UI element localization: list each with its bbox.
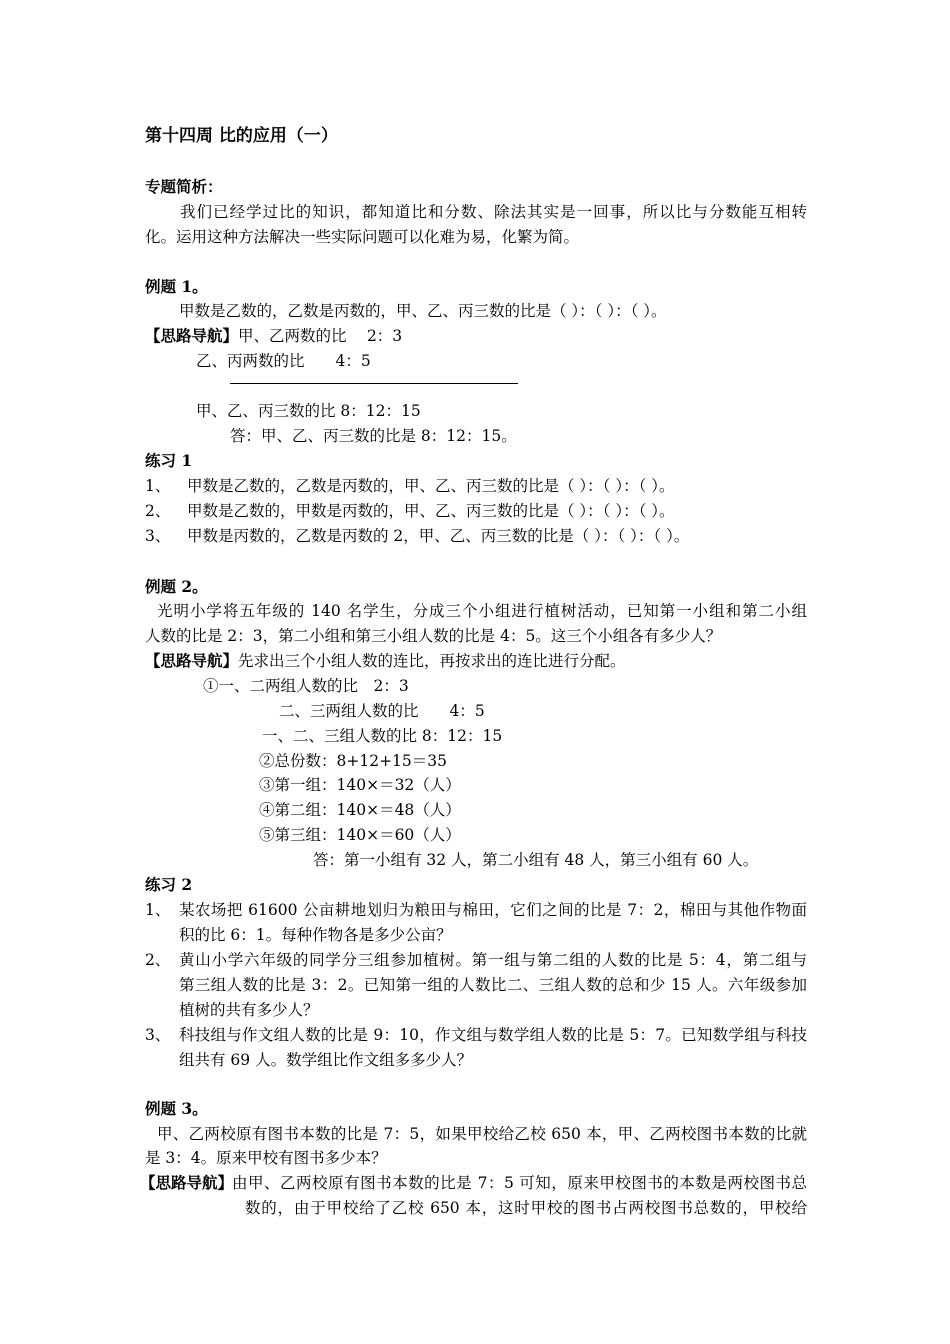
- practice2-item3-num: 3、: [145, 1026, 171, 1044]
- practice2-item3-line-1: 科技组与作文组人数的比是 9：10，作文组与数学组人数的比是 5：7。已知数学组与科技: [179, 1026, 807, 1044]
- practice1-item: [145, 526, 689, 546]
- example2-step-7: ⑤第三组：140×＝60（人）: [259, 826, 461, 844]
- example2-step-3: 一、二、三组人数的比 8：12：15: [262, 727, 503, 745]
- example3-line-1: 甲、乙两校原有图书本数的比是 7：5，如果甲校给乙校 650 本，甲、乙两校图书本数的比就: [157, 1125, 807, 1143]
- example2-step-2: 二、三两组人数的比 4：5: [279, 702, 485, 720]
- example3-nav-label: 【思路导航】: [140, 1173, 234, 1192]
- practice2-item1-line-1: 某农场把 61600 公亩耕地划归为粮田与棉田，它们之间的比是 7：2，棉田与其他作物面: [179, 901, 807, 919]
- practice2-item2-num: 2、: [145, 951, 171, 969]
- example3-heading: 例题 3。: [145, 1099, 208, 1118]
- example2-step-6: ④第二组：140×＝48（人）: [259, 801, 461, 819]
- example1-step3: 甲、乙、丙三数的比 8：12：15: [196, 402, 421, 420]
- example3-nav-line-2: 数的，由于甲校给了乙校 650 本，这时甲校的图书占两校图书总数的，甲校给: [245, 1199, 807, 1217]
- example1-heading: 例题 1。: [145, 277, 208, 296]
- example2-heading: 例题 2。: [145, 577, 208, 596]
- example2-step-1: ①一、二两组人数的比 2：3: [203, 677, 409, 695]
- practice2-item2-line-1: 黄山小学六年级的同学分三组参加植树。第一组与第二组的人数的比是 5：4，第二组与: [179, 951, 807, 969]
- example3-line-2: 是 3：4。原来甲校有图书多少本？: [145, 1149, 387, 1167]
- practice2-item1-line-2: 积的比 6：1。每种作物各是多少公亩？: [179, 926, 452, 944]
- example2-step-4: ②总份数：8+12+15＝35: [259, 752, 448, 770]
- example1-nav: [145, 326, 402, 346]
- example2-line-2: 人数的比是 2：3，第二小组和第三小组人数的比是 4：5。这三个小组各有多少人？: [145, 627, 722, 645]
- practice1-item-num: 3、: [145, 527, 171, 545]
- practice2-item2-line-3: 植树的共有多少人？: [179, 1001, 319, 1019]
- example1-question: 甲数是乙数的，乙数是丙数的，甲、乙、丙三数的比是（ ）：（ ）：（ ）。: [179, 302, 667, 320]
- example1-answer: 答：甲、乙、丙三数的比是 8：12：15。: [230, 427, 517, 445]
- example1-step1: 甲、乙两数的比 2：3: [238, 327, 403, 345]
- practice2-item1-num: 1、: [145, 901, 171, 919]
- intro-line-1: 我们已经学过比的知识，都知道比和分数、除法其实是一回事，所以比与分数能互相转: [180, 203, 807, 221]
- example1-step2: 乙、丙两数的比 4：5: [196, 352, 371, 370]
- example1-nav-label: 【思路导航】: [145, 326, 239, 345]
- practice2-item3-line-2: 组共有 69 人。数学组比作文组多多少人？: [179, 1051, 473, 1069]
- example2-nav: [145, 651, 626, 671]
- example2-nav-label: 【思路导航】: [145, 651, 239, 670]
- example2-line-1: 光明小学将五年级的 140 名学生，分成三个小组进行植树活动，已知第一小组和第二小组: [157, 602, 807, 620]
- practice2-heading: 练习 2: [145, 875, 193, 894]
- example3-nav-line-1: 由甲、乙两校原有图书本数的比是 7：5 可知，原来甲校图书的本数是两校图书总: [232, 1174, 807, 1192]
- example2-nav-text: 先求出三个小组人数的连比，再按求出的连比进行分配。: [238, 652, 626, 670]
- practice1-heading: 练习 1: [145, 451, 193, 470]
- practice2-item2-line-2: 第三组人数的比是 3：2。已知第一组的人数比二、三组人数的总和少 15 人。六年级参加: [179, 976, 807, 994]
- intro-heading: 专题简析：: [145, 177, 223, 196]
- example2-step-5: ③第一组：140×＝32（人）: [259, 776, 461, 794]
- practice1-item-text: 甲数是丙数的，乙数是丙数的 2，甲、乙、丙三数的比是（ ）：（ ）：（ ）。: [187, 527, 690, 545]
- practice1-item-num: 2、: [145, 502, 171, 520]
- practice1-item-text: 甲数是乙数的，乙数是丙数的，甲、乙、丙三数的比是（ ）：（ ）：（ ）。: [187, 477, 675, 495]
- practice1-item: [145, 501, 675, 521]
- practice1-item-num: 1、: [145, 477, 171, 495]
- practice1-item: [145, 476, 675, 496]
- practice1-item-text: 甲数是乙数的，甲数是丙数的，甲、乙、丙三数的比是（ ）：（ ）：（ ）。: [187, 502, 675, 520]
- example2-answer: 答：第一小组有 32 人，第二小组有 48 人，第三小组有 60 人。: [313, 851, 759, 869]
- page-title: 第十四周 比的应用（一）: [145, 126, 338, 146]
- intro-line-2: 化。运用这种方法解决一些实际问题可以化难为易，化繁为简。: [145, 228, 580, 246]
- sum-divider-line: [230, 383, 518, 384]
